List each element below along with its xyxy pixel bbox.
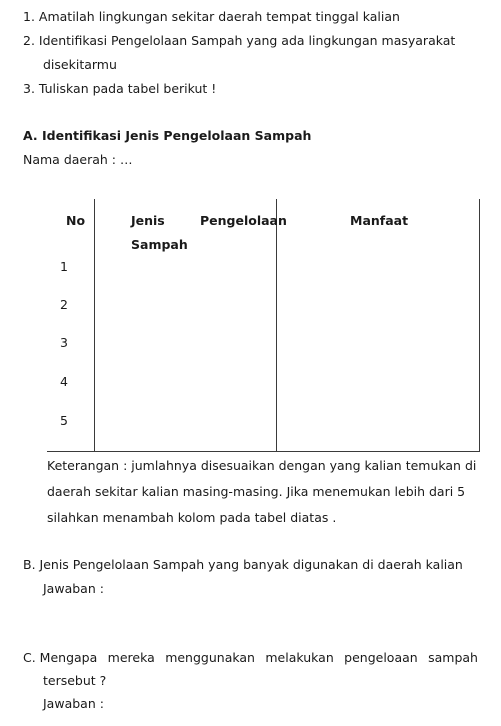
section-c-answer-label: Jawaban : (43, 696, 104, 711)
row-number-1: 1 (60, 259, 68, 274)
header-manfaat: Manfaat (350, 213, 409, 228)
section-b-question: B. Jenis Pengelolaan Sampah yang banyak digunakan di daerah kalian (23, 557, 463, 572)
section-c-word-5: pengeloaan (344, 650, 418, 665)
header-no: No (66, 213, 86, 228)
section-c-word-3: menggunakan (165, 650, 255, 665)
identification-table (47, 199, 480, 452)
note-line-1: Keterangan : jumlahnya disesuaikan dengan yang kalian temukan di (47, 458, 477, 473)
instruction-3: 3. Tuliskan pada tabel berikut ! (23, 81, 217, 96)
instruction-2-continued: disekitarmu (43, 57, 117, 72)
row-number-5: 5 (60, 413, 68, 428)
header-sampah: Sampah (131, 237, 188, 252)
column-divider-2 (276, 199, 277, 451)
header-pengelolaan: Pengelolaan (200, 213, 287, 228)
section-c-question-continued: tersebut ? (43, 673, 107, 688)
section-c-word-4: melakukan (265, 650, 334, 665)
section-c-word-2: mereka (107, 650, 155, 665)
section-c-word-1: C. Mengapa (23, 650, 98, 665)
row-number-4: 4 (60, 374, 68, 389)
instruction-1: 1. Amatilah lingkungan sekitar daerah tempat tinggal kalian (23, 9, 400, 24)
section-b-answer-label: Jawaban : (43, 581, 104, 596)
note-line-2: daerah sekitar kalian masing-masing. Jika menemukan lebih dari 5 (47, 484, 466, 499)
instruction-2: 2. Identifikasi Pengelolaan Sampah yang ada lingkungan masyarakat (23, 33, 456, 48)
section-a-title: A. Identifikasi Jenis Pengelolaan Sampah (23, 128, 312, 143)
section-c-question (23, 650, 478, 665)
column-divider-1 (94, 199, 95, 451)
section-c-word-6: sampah (428, 650, 478, 665)
header-jenis: Jenis (131, 213, 165, 228)
row-number-3: 3 (60, 335, 68, 350)
note-line-3: silahkan menambah kolom pada tabel diatas . (47, 510, 337, 525)
row-number-2: 2 (60, 297, 68, 312)
region-name-label: Nama daerah : … (23, 152, 133, 167)
